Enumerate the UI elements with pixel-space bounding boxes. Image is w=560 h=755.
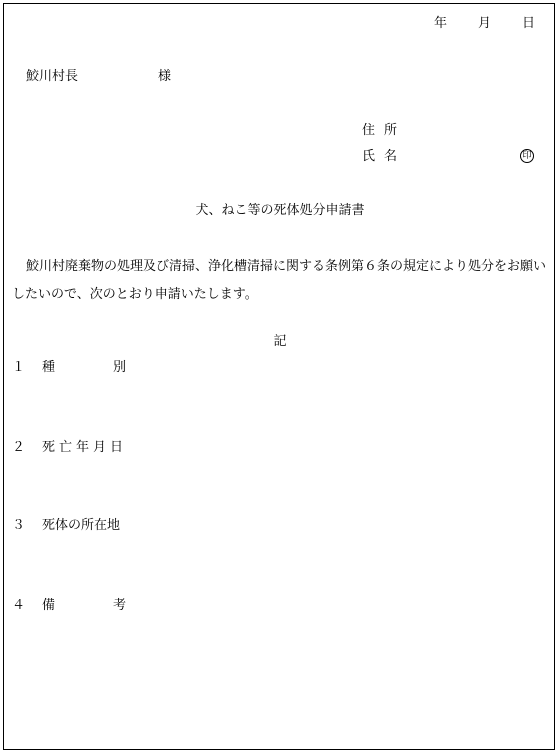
item-label-location: 死体の所在地 <box>42 518 121 533</box>
item-label-date-of-death: 死亡年月日 <box>42 440 128 455</box>
date-year-label: 年 <box>434 16 448 31</box>
item-label-remarks: 備考 <box>42 598 185 613</box>
recipient-name: 鮫川村長 <box>26 69 79 84</box>
item-number: １ <box>12 360 26 375</box>
recipient-honorific: 様 <box>158 69 172 84</box>
seal-mark: 印 <box>520 149 534 163</box>
address-label: 住所 <box>362 123 407 138</box>
item-number: ３ <box>12 518 26 533</box>
document-title: 犬、ねこ等の死体処分申請書 <box>195 203 365 218</box>
body-paragraph: 鮫川村廃棄物の処理及び清掃、浄化槽清掃に関する条例第６条の規定により処分をお願いしたいので、次のとおり申請いたします。 <box>12 259 547 302</box>
date-day-label: 日 <box>522 16 536 31</box>
ki-heading: 記 <box>273 334 287 349</box>
name-label: 氏名 <box>362 149 407 164</box>
item-number: ２ <box>12 440 26 455</box>
date-month-label: 月 <box>478 16 492 31</box>
item-number: ４ <box>12 598 26 613</box>
item-label-type: 種別 <box>42 360 185 375</box>
document-frame <box>3 3 555 750</box>
